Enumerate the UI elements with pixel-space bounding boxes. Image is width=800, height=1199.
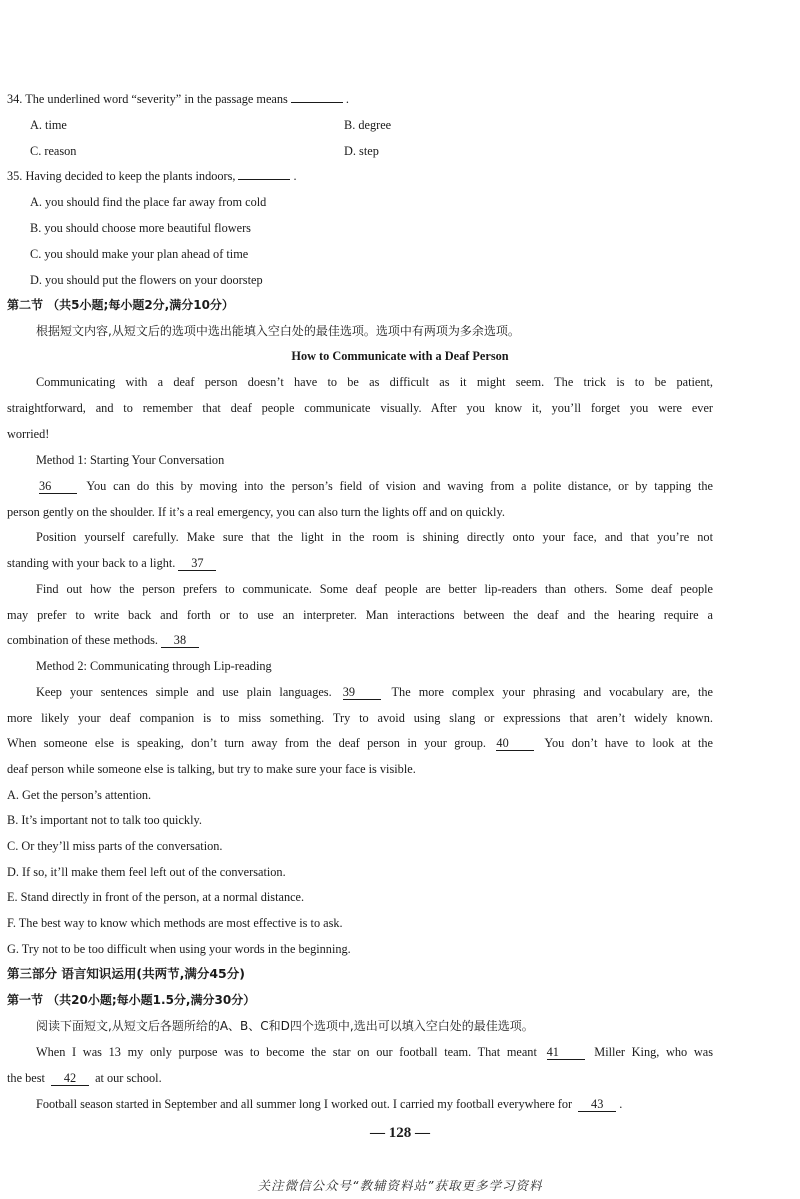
choice-b: B. It’s important not to talk too quickly. [7, 813, 202, 827]
part3-heading: 第三部分 语言知识运用(共两节,满分45分) [7, 966, 245, 981]
paragraph-39-line-4: deaf person while someone else is talking, but try to make sure your face is visible. [7, 762, 416, 776]
cloze-line-2: the best 42 at our school. [7, 1071, 162, 1085]
option-35a: A. you should find the place far away from cold [30, 195, 267, 209]
choice-e: E. Stand directly in front of the person, at a normal distance. [7, 890, 305, 904]
intro-line-1: Communicating with a deaf person doesn’t have to be as difficult as it might seem. The trick is to be patient, [36, 375, 713, 389]
blank-35 [238, 179, 290, 180]
paragraph-36-line-1: 36 You can do this by moving into the person’s field of vision and waving from a polite distance, or by tapping the [39, 479, 713, 493]
footer-note: 关注微信公众号“教辅资料站”获取更多学习资料 [257, 1178, 543, 1193]
intro-line-3: worried! [7, 427, 50, 441]
paragraph-37-line-2: standing with your back to a light. 37 [7, 555, 713, 571]
paragraph-38-line-2: may prefer to write back and forth or to use an interpreter. Man interactions between the deaf and the hearing require a [7, 608, 713, 622]
question-34: 34. The underlined word “severity” in the passage means . [7, 92, 349, 106]
option-34b: B. degree [344, 118, 392, 132]
paragraph-36-line-2: person gently on the shoulder. If it’s a real emergency, you can also turn the lights off and on quickly. [7, 505, 505, 519]
intro-line-2: straightforward, and to remember that deaf people communicate visually. After you know it, you’ll forget you were ever [7, 401, 713, 415]
paragraph-39-line-3: When someone else is speaking, don’t turn away from the deaf person in your group. 40 You don’t have to look at the [7, 736, 713, 750]
option-35d: D. you should put the flowers on your doorstep [30, 273, 263, 287]
section2-heading: 第二节 （共5小题;每小题2分,满分10分） [7, 298, 234, 312]
choice-f: F. The best way to know which methods are most effective is to ask. [7, 916, 343, 930]
part3-section1-heading: 第一节 （共20小题;每小题1.5分,满分30分） [7, 993, 256, 1007]
section2-instruction: 根据短文内容,从短文后的选项中选出能填入空白处的最佳选项。选项中有两项为多余选项。 [36, 324, 520, 338]
option-34c: C. reason [30, 144, 77, 158]
paragraph-39-line-2: more likely your deaf companion is to miss something. Try to avoid using slang or expressions that aren’t widely known. [7, 711, 713, 725]
method-2-heading: Method 2: Communicating through Lip-reading [36, 659, 272, 673]
page-number: — 128 — [370, 1125, 430, 1141]
method-1-heading: Method 1: Starting Your Conversation [36, 453, 225, 467]
option-35b: B. you should choose more beautiful flowers [30, 221, 251, 235]
blank-43: 43 [578, 1098, 616, 1112]
blank-39: 39 [343, 686, 381, 700]
option-34d: D. step [344, 144, 379, 158]
option-35c: C. you should make your plan ahead of time [30, 247, 249, 261]
blank-41: 41 [547, 1046, 585, 1060]
paragraph-38-line-1: Find out how the person prefers to communicate. Some deaf people are better lip-readers than others. Some deaf people [36, 582, 713, 596]
choice-g: G. Try not to be too difficult when using your words in the beginning. [7, 942, 351, 956]
choice-d: D. If so, it’ll make them feel left out of the conversation. [7, 865, 286, 879]
blank-37: 37 [178, 557, 216, 571]
blank-34 [291, 102, 343, 103]
blank-40: 40 [496, 737, 534, 751]
option-34a: A. time [30, 118, 67, 132]
paragraph-38-line-3: combination of these methods. 38 [7, 632, 713, 648]
blank-38: 38 [161, 634, 199, 648]
blank-36: 36 [39, 480, 77, 494]
choice-c: C. Or they’ll miss parts of the conversation. [7, 839, 223, 853]
choice-a: A. Get the person’s attention. [7, 788, 152, 802]
passage-title: How to Communicate with a Deaf Person [291, 349, 509, 363]
cloze-line-1: When I was 13 my only purpose was to become the star on our football team. That meant 41 Miller King, who was [36, 1045, 714, 1059]
question-35: 35. Having decided to keep the plants indoors, . [7, 169, 297, 183]
blank-42: 42 [51, 1072, 89, 1086]
paragraph-37-line-1: Position yourself carefully. Make sure that the light in the room is shining directly onto your face, and that you’re not [36, 530, 713, 544]
part3-instruction: 阅读下面短文,从短文后各题所给的A、B、C和D四个选项中,选出可以填入空白处的最佳选项。 [36, 1019, 534, 1033]
paragraph-39-line-1: Keep your sentences simple and use plain languages. 39 The more complex your phrasing and vocabulary are, the [36, 685, 713, 699]
cloze-line-3: Football season started in September and all summer long I worked out. I carried my football everywhere for 43 . [36, 1097, 623, 1111]
